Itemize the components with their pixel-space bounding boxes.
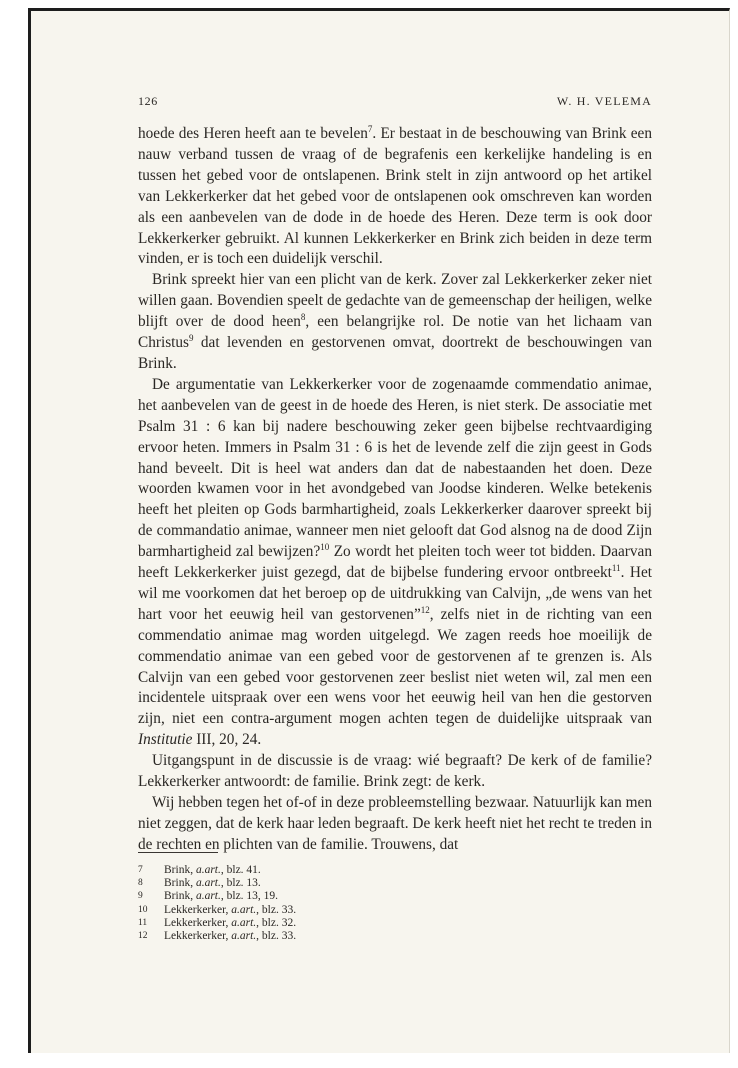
footnote: 9 Brink, a.art., blz. 13, 19. xyxy=(138,890,279,903)
page-number: 126 xyxy=(138,94,158,108)
footnote-number: 11 xyxy=(138,917,148,928)
paragraph-1: hoede des Heren heeft aan te bevelen$^7$. Er bestaat in de beschouwing van Brink een nauw verband tussen de vraag of de begrafenis een kerkelijke handeling is en tussen het gebed voor de ontslapenen. Brink stelt in zijn antwoord op het artikel van Lekkerkerker dat het gebed voor de ontslapenen ook omschreven kan worden als een aanbevelen van de dode in de hoede des Heren. Deze term is ook door Lekkerkerker gebruikt. Al kunnen Lekkerkerker en Brink zich beiden in deze term vinden, er is toch een duidelijk verschil. xyxy=(138,123,652,268)
footnote-ref-12: 12 xyxy=(420,604,430,615)
footnote-divider xyxy=(138,852,218,853)
footnote-number: 9 xyxy=(138,891,143,902)
paragraph-3: De argumentatie van Lekkerkerker voor de zogenaamde commendatio animae, het aanbevelen van de geest in de hoede des Heren, is niet sterk. De associatie met Psalm 31 : 6 kan bij nadere beschouwing zeker geen bijbelse rechtvaardiging ervoor heten. Immers in Psalm 31 : 6 is het de levende zelf die zijn geest in Gods hand beveelt. Dit is heel wat anders dan dat de nabestaanden het doen. Deze woorden kwamen voor in het avondgebed van Joodse kinderen. Welke betekenis heeft het pleiten op Gods barmhartigheid, zoals Lekkerkerker daarover spreekt bij de commandatio animae, wanneer men niet gelooft dat God alsnog na de dood Zijn barmhartigheid zal bewijzen?$^{10}$ Zo wordt het pleiten toch weer tot bidden. Daarvan heeft Lekkerkerker juist gezegd, dat de bijbelse fundering ervoor ontbreekt$^{11}$. Het wil me voorkomen dat het beroep op de uitdrukking van Calvijn, „de wens van het hart voor het eeuwig heil van gestorvenen”$^{12}$, zelfs niet in de richting van een commendatio animae mag worden uitgelegd. We zagen reeds hoe moeilijk de commendatio animae van een gebed voor de gestorvenen af te grenzen is. Als Calvijn van een gebed voor gestorvenen zeer beslist niet weten wil, zal men een incidentele uitspraak over een wens voor het eeuwig heil van hen die gestorven zijn, niet een contra-argument mogen achten tegen de duidelijke uitspraak van Institutie III, 20, 24. xyxy=(138,375,652,749)
footnote: 10 Lekkerkerker, a.art., blz. 33. xyxy=(138,903,297,916)
footnote-ref-9: 9 xyxy=(189,332,194,343)
running-head-author: W. H. VELEMA xyxy=(556,94,652,108)
footnotes xyxy=(138,864,538,943)
footnote-number: 10 xyxy=(138,904,148,915)
footnote: 11 Lekkerkerker, a.art., blz. 32. xyxy=(138,916,297,929)
footnote: 8 Brink, a.art., blz. 13. xyxy=(138,877,261,890)
paragraph-5: Wij hebben tegen het of-of in deze probleemstelling bezwaar. Natuurlijk kan men niet zeggen, dat de kerk haar leden begraaft. De kerk heeft niet het recht te treden in de rechten en plichten van de familie. Trouwens, dat xyxy=(138,794,652,853)
paragraph-4: Uitgangspunt in de discussie is de vraag: wié begraaft? De kerk of de familie? Lekkerkerker antwoordt: de familie. Brink zegt: de kerk. xyxy=(138,752,652,791)
paragraph-2: Brink spreekt hier van een plicht van de kerk. Zover zal Lekkerkerker zeker niet willen gaan. Bovendien speelt de gedachte van de gemeenschap der heiligen, welke blijft over de dood heen$^8$, een belangrijke rol. De notie van het lichaam van Christus$^9$ dat levenden en gestorvenen omvat, doortrekt de beschouwingen van Brink. xyxy=(138,271,652,372)
institutie-title: Institutie xyxy=(138,731,193,749)
footnote-ref-8: 8 xyxy=(300,312,306,323)
footnote-ref-11: 11 xyxy=(611,562,621,573)
footnote-number: 7 xyxy=(138,865,143,875)
footnote-ref-10: 10 xyxy=(320,542,330,553)
body-text xyxy=(138,124,652,856)
footnote: 7 Brink, a.art., blz. 41. xyxy=(138,864,261,876)
footnote: 12 Lekkerkerker, a.art., blz. 33. xyxy=(138,930,297,943)
footnote-number: 8 xyxy=(138,878,143,889)
footnote-number: 12 xyxy=(138,931,148,942)
footnote-ref-7: 7 xyxy=(367,123,373,134)
